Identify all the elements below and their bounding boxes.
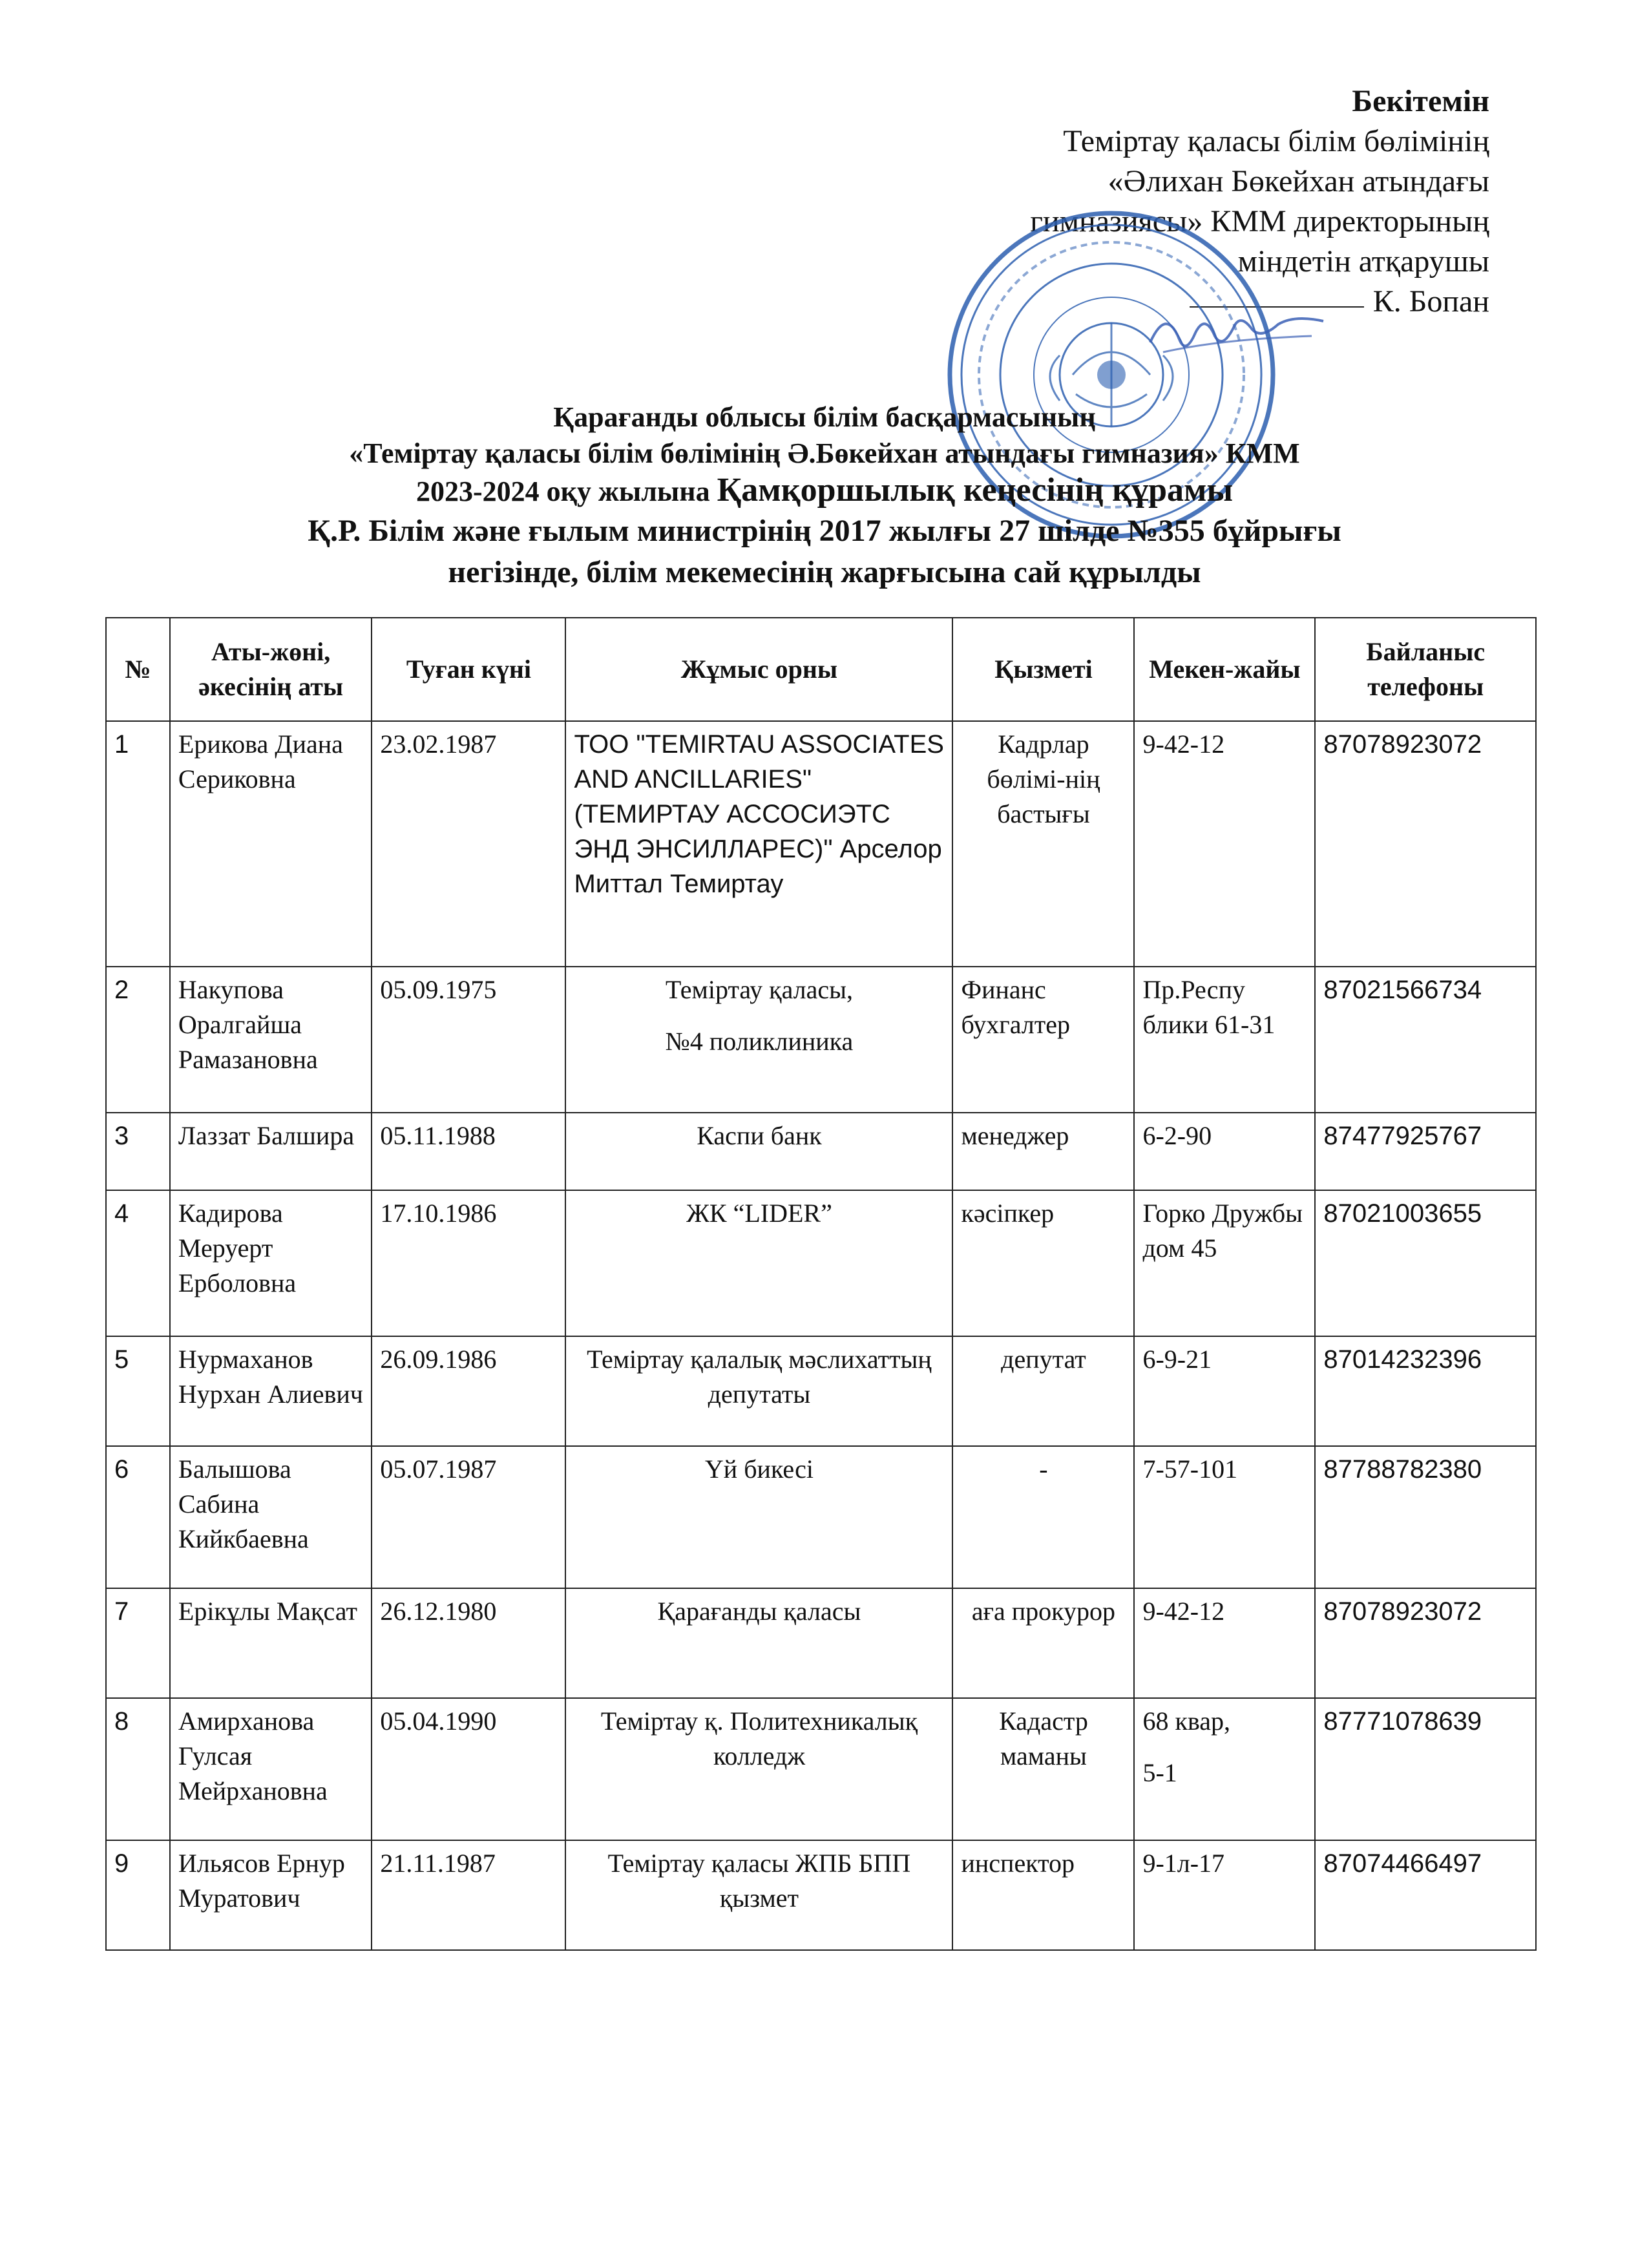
header-line-4: Қ.Р. Білім және ғылым министрінің 2017 жылғы 27 шілде №355 бұйрығы xyxy=(308,514,1341,548)
member-name: Накупова Оралгайша Рамазановна xyxy=(170,967,372,1113)
row-number: 5 xyxy=(106,1336,170,1446)
member-position: Кадастр маманы xyxy=(952,1698,1134,1840)
column-header-birthdate: Туған күні xyxy=(372,618,565,721)
member-address: 9-42-12 xyxy=(1134,721,1315,967)
approval-line-2: «Әлихан Бөкейхан атындағы xyxy=(1108,164,1489,198)
member-workplace: Қарағанды қаласы xyxy=(565,1588,952,1698)
member-address: 9-1л-17 xyxy=(1134,1840,1315,1950)
column-header-name: Аты-жөні, әкесінің аты xyxy=(170,618,372,721)
table-row xyxy=(106,1190,1536,1336)
member-name: Лаззат Балшира xyxy=(170,1113,372,1190)
member-birthdate: 23.02.1987 xyxy=(372,721,565,967)
member-position: депутат xyxy=(952,1336,1134,1446)
member-birthdate: 26.12.1980 xyxy=(372,1588,565,1698)
member-workplace: Теміртау қаласы ЖПБ БПП қызмет xyxy=(565,1840,952,1950)
spacer xyxy=(1142,1739,1307,1756)
header-academic-year: 2023-2024 оқу жылына xyxy=(415,476,717,507)
header-line-3 xyxy=(103,472,1546,510)
member-phone: 87078923072 xyxy=(1315,1588,1536,1698)
member-birthdate: 26.09.1986 xyxy=(372,1336,565,1446)
member-phone: 87771078639 xyxy=(1315,1698,1536,1840)
member-position: Финанс бухгалтер xyxy=(952,967,1134,1113)
workplace-line-2: №4 поликлиника xyxy=(665,1027,854,1056)
member-name: Ерикова Диана Сериковна xyxy=(170,721,372,967)
council-members-table xyxy=(105,617,1537,1951)
member-position: менеджер xyxy=(952,1113,1134,1190)
member-name: Амирханова Гулсая Мейрхановна xyxy=(170,1698,372,1840)
member-phone: 87788782380 xyxy=(1315,1446,1536,1588)
member-workplace: Каспи банк xyxy=(565,1113,952,1190)
table-row xyxy=(106,967,1536,1113)
member-position: Кадрлар бөлімі-нің бастығы xyxy=(952,721,1134,967)
spacer xyxy=(574,1007,944,1024)
approval-line-4: міндетін атқарушы xyxy=(1237,244,1489,278)
column-header-phone: Байланыс телефоны xyxy=(1315,618,1536,721)
column-header-address: Мекен-жайы xyxy=(1134,618,1315,721)
member-birthdate: 21.11.1987 xyxy=(372,1840,565,1950)
member-address: 6-2-90 xyxy=(1134,1113,1315,1190)
header-line-2: «Теміртау қаласы білім бөлімінің Ә.Бөкейхан атындағы гимназия» КММ xyxy=(349,437,1300,469)
row-number: 8 xyxy=(106,1698,170,1840)
approval-line-3: гимназиясы» КММ директорының xyxy=(1030,204,1489,238)
member-position: аға прокурор xyxy=(952,1588,1134,1698)
workplace-line-1: Теміртау қаласы, xyxy=(665,975,854,1004)
member-birthdate: 05.04.1990 xyxy=(372,1698,565,1840)
member-workplace: Теміртау қ. Политехникалық колледж xyxy=(565,1698,952,1840)
member-address: Пр.Респу блики 61-31 xyxy=(1134,967,1315,1113)
column-header-workplace: Жұмыс орны xyxy=(565,618,952,721)
member-address: Горко Дружбы дом 45 xyxy=(1134,1190,1315,1336)
row-number: 3 xyxy=(106,1113,170,1190)
member-workplace: ЖК “LIDER” xyxy=(565,1190,952,1336)
table-header-row xyxy=(106,618,1536,721)
member-phone: 87014232396 xyxy=(1315,1336,1536,1446)
table-row xyxy=(106,1446,1536,1588)
member-birthdate: 05.11.1988 xyxy=(372,1113,565,1190)
member-position: инспектор xyxy=(952,1840,1134,1950)
member-workplace: ТОО "TEMIRTAU ASSOCIATES AND ANCILLARIES" (ТЕМИРТАУ АССОСИЭТС ЭНД ЭНСИЛЛАРЕС)" Арселор Миттал Темиртау xyxy=(565,721,952,967)
header-line-5: негізінде, білім мекемесінің жарғысына сай құрылды xyxy=(448,555,1201,589)
member-address: 9-42-12 xyxy=(1134,1588,1315,1698)
member-phone: 87021003655 xyxy=(1315,1190,1536,1336)
document-header xyxy=(103,399,1546,593)
member-name: Ильясов Ернур Муратович xyxy=(170,1840,372,1950)
member-address: 7-57-101 xyxy=(1134,1446,1315,1588)
table-row xyxy=(106,1113,1536,1190)
table-row xyxy=(106,1840,1536,1950)
member-name: Кадирова Меруерт Ерболовна xyxy=(170,1190,372,1336)
row-number: 1 xyxy=(106,721,170,967)
member-name: Балышова Сабина Кийкбаевна xyxy=(170,1446,372,1588)
member-workplace: Үй бикесі xyxy=(565,1446,952,1588)
member-name: Нурмаханов Нурхан Алиевич xyxy=(170,1336,372,1446)
table-row xyxy=(106,1588,1536,1698)
approval-line-1: Теміртау қаласы білім бөлімінің xyxy=(1063,124,1489,158)
member-address xyxy=(1134,1698,1315,1840)
header-council-title: Қамқоршылық кеңесінің құрамы xyxy=(717,472,1234,509)
member-position: кәсіпкер xyxy=(952,1190,1134,1336)
address-line-2: 5-1 xyxy=(1142,1758,1177,1787)
table-row xyxy=(106,1698,1536,1840)
member-phone: 87477925767 xyxy=(1315,1113,1536,1190)
address-line-1: 68 квар, xyxy=(1142,1706,1230,1736)
column-header-number: № xyxy=(106,618,170,721)
table-row xyxy=(106,1336,1536,1446)
header-line-1: Қарағанды облысы білім басқармасының xyxy=(553,401,1096,433)
member-birthdate: 17.10.1986 xyxy=(372,1190,565,1336)
column-header-position: Қызметі xyxy=(952,618,1134,721)
member-workplace: Теміртау қалалық мәслихаттың депутаты xyxy=(565,1336,952,1446)
row-number: 6 xyxy=(106,1446,170,1588)
member-birthdate: 05.09.1975 xyxy=(372,967,565,1113)
member-address: 6-9-21 xyxy=(1134,1336,1315,1446)
row-number: 7 xyxy=(106,1588,170,1698)
row-number: 4 xyxy=(106,1190,170,1336)
member-birthdate: 05.07.1987 xyxy=(372,1446,565,1588)
approval-title: Бекітемін xyxy=(1352,84,1489,118)
member-phone: 87021566734 xyxy=(1315,967,1536,1113)
signer-name: К. Бопан xyxy=(1372,284,1489,319)
member-workplace xyxy=(565,967,952,1113)
row-number: 2 xyxy=(106,967,170,1113)
member-name: Ерікұлы Мақсат xyxy=(170,1588,372,1698)
member-phone: 87078923072 xyxy=(1315,721,1536,967)
row-number: 9 xyxy=(106,1840,170,1950)
member-position: - xyxy=(952,1446,1134,1588)
member-phone: 87074466497 xyxy=(1315,1840,1536,1950)
table-row xyxy=(106,721,1536,967)
signature-mark xyxy=(1144,304,1331,362)
